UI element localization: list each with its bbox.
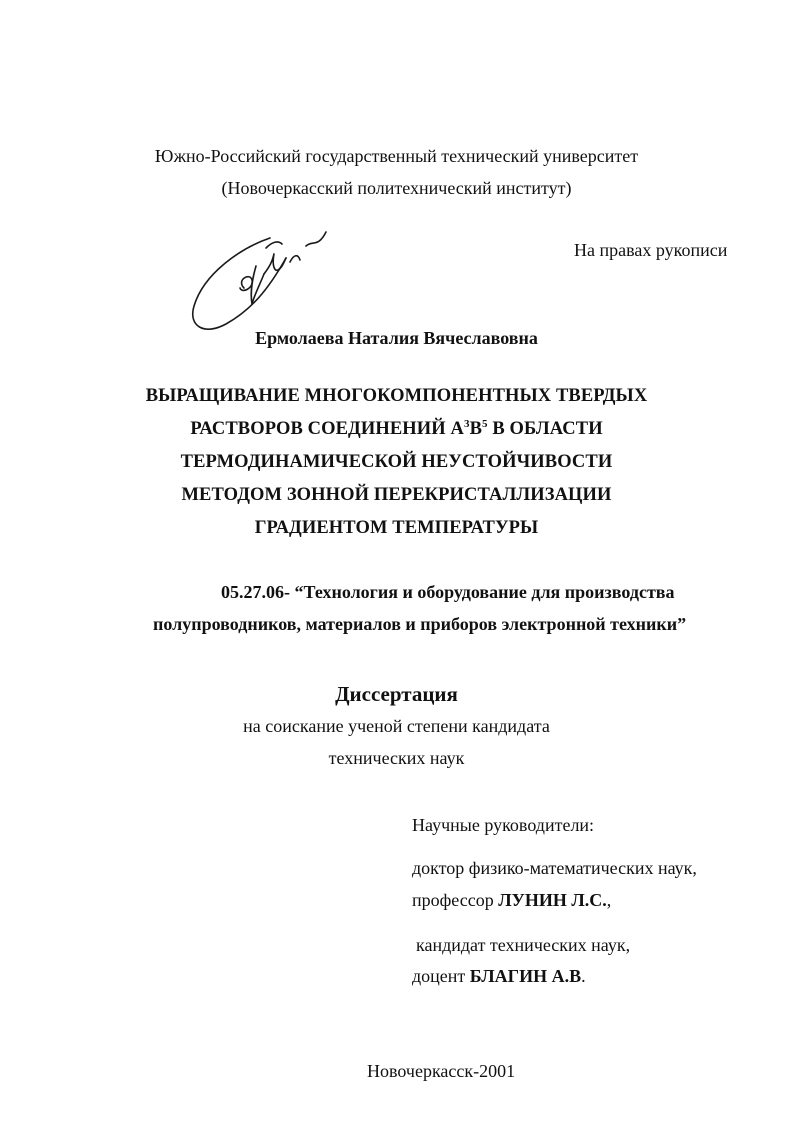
supervisor-1-suffix: , [606,890,612,910]
title-line-2-mid: В [469,419,483,439]
supervisor-2-name-line [412,966,586,987]
title-line-2-before: РАСТВОРОВ СОЕДИНЕНИЙ А [190,419,464,439]
city-year: Новочеркасск-2001 [367,1061,516,1081]
specialty-line-1: 05.27.06- “Технология и оборудование для производства [221,582,675,602]
title-superscript-5: 5 [482,418,488,430]
title-line-2 [0,419,793,440]
institute-name: (Новочеркасский политехнический институт) [221,178,572,198]
supervisor-1-title: профессор [412,890,499,910]
title-superscript-3: 3 [463,418,470,430]
work-type-label: Диссертация [335,682,458,706]
degree-line-2: технических наук [328,748,465,768]
title-line-3: ТЕРМОДИНАМИЧЕСКОЙ НЕУСТОЙЧИВОСТИ [180,452,613,472]
supervisor-1-name: ЛУНИН Л.С. [498,890,607,910]
supervisor-1-name-line [412,890,611,911]
title-line-5: ГРАДИЕНТОМ ТЕМПЕРАТУРЫ [254,518,539,538]
title-line-1: ВЫРАЩИВАНИЕ МНОГОКОМПОНЕНТНЫХ ТВЕРДЫХ [145,386,648,406]
author-name: Ермолаева Наталия Вячеславовна [255,328,538,348]
title-line-2-after: В ОБЛАСТИ [487,419,603,439]
university-name: Южно-Российский государственный технический университет [154,146,639,166]
degree-line-1: на соискание ученой степени кандидата [243,716,550,736]
title-line-4: МЕТОДОМ ЗОННОЙ ПЕРЕКРИСТАЛЛИЗАЦИИ [181,485,612,505]
manuscript-note: На правах рукописи [574,240,728,260]
supervisor-1-degree: доктор физико-математических наук, [412,858,697,878]
supervisor-2-name: БЛАГИН А.В [469,966,582,986]
supervisor-2-title: доцент [412,966,470,986]
supervisor-2-suffix: . [581,966,586,986]
signature-icon [186,218,336,338]
supervisors-heading: Научные руководители: [412,815,595,835]
specialty-line-2: полупроводников, материалов и приборов электронной техники” [153,614,687,634]
supervisor-2-degree: кандидат технических наук, [416,935,631,955]
